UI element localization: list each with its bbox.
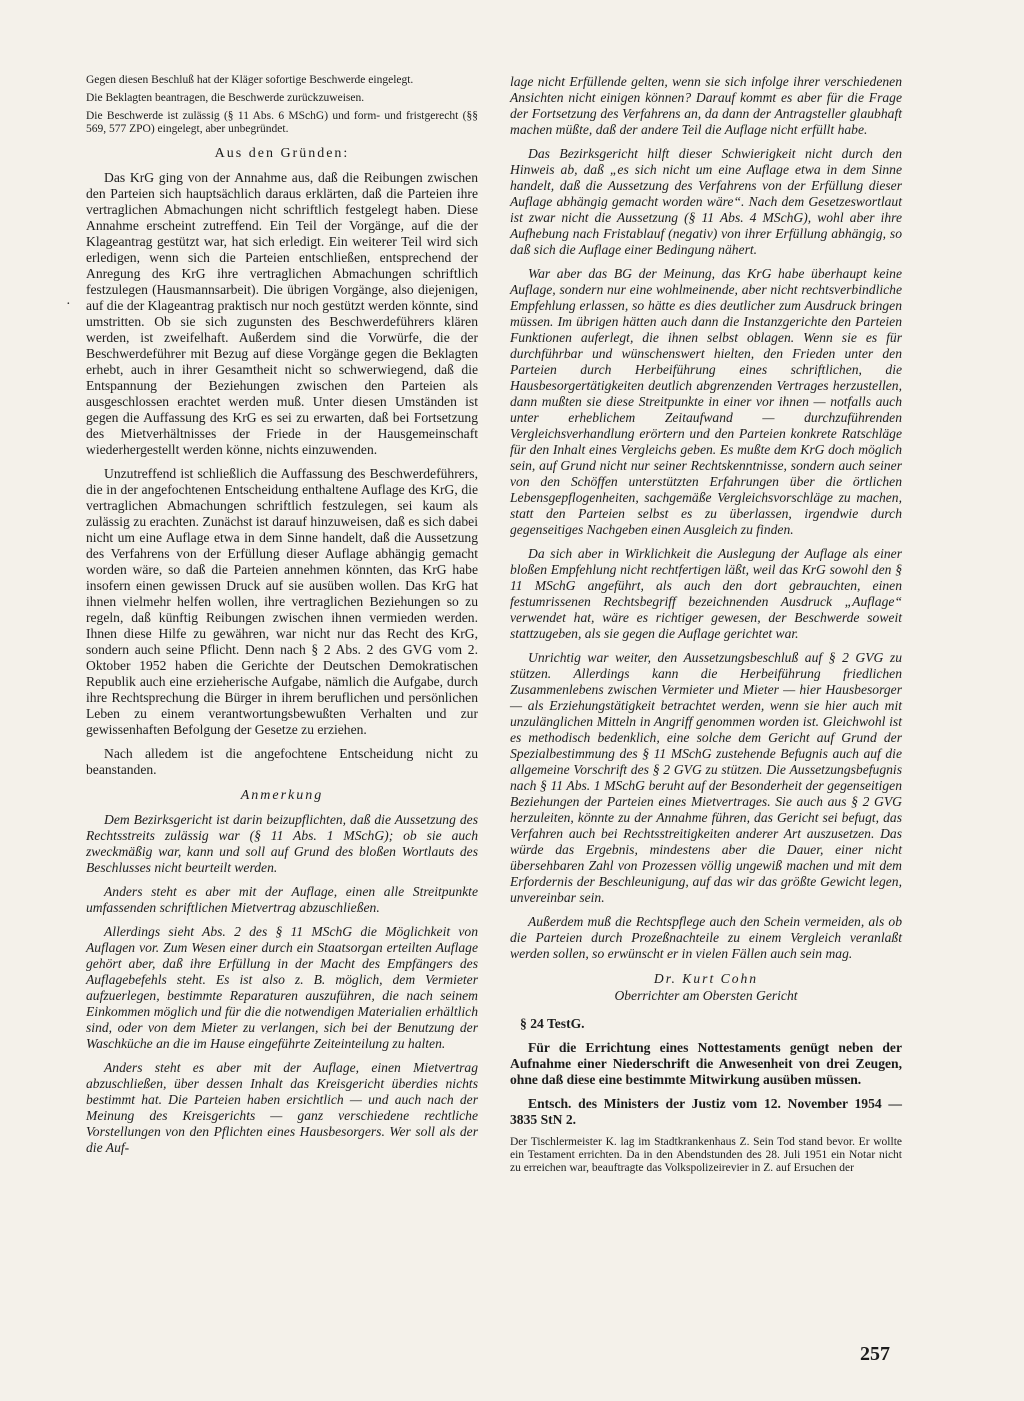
author-title: Oberrichter am Obersten Gericht [614,988,798,1003]
note-paragraph-8: Unrichtig war weiter, den Aussetzungsbeschluß auf § 2 GVG zu stützen. Allerdings kann die Herbeiführung friedlichen Zusammenlebens zwischen Vermieter und Mieter — hier Hausbesorger — als Erziehungstätigkeit betrachtet werden, wenn sie hier auch mit unzulänglichen Mitteln in Angriff genommen worden ist. Gleichwohl ist es methodisch bedenklich, eine solche dem Gericht auf Grund der Spezialbestimmung des § 11 MSchG zustehende Befugnis auch auf die allgemeine Vorschrift des § 2 GVG zu stützen. Die Aussetzungsbefugnis nach § 11 Abs. 1 MSchG beruht auf der Besonderheit der gegenseitigen Beziehungen der Parteien eines Mietvertrages. Sie auch aus § 2 GVG herzuleiten, könnte zu der Annahme führen, das Gericht sei befugt, das Verfahren auch bei Rechtsstreitigkeiten anderer Art auszusetzen. Das würde das Ergebnis, mindestens aber die Dauer, einer nicht übersehbaren Zahl von Prozessen völlig ungewiß machen und mit dem Erfordernis der Beschleunigung, auf das wir das größte Gewicht legen, unvereinbar sein. [510,650,902,905]
reasons-paragraph-2: Unzutreffend ist schließlich die Auffassung des Beschwerdeführers, die in der angefochtenen Entscheidung enthaltene Auflage des KrG, die vertraglichen Abmachungen schriftlich festzulegen, sei kaum als zulässig zu erachten. Zunächst ist darauf hinzuweisen, daß es sich dabei nicht um eine Auflage etwa in dem Sinne handelt, daß die Aussetzung des Verfahrens von der Erfüllung dieser Auflage abhängig gemacht worden wäre, so daß die Parteien annehmen könnten, das KrG habe insofern einen gewissen Druck auf sie ausüben wollen. Das KrG hat ihnen vielmehr helfen wollen, ihre vertraglichen Beziehungen so zu regeln, daß künftig Reibungen zwischen ihnen vermieden werden. Ihnen diese Hilfe zu gewähren, war nicht nur das Recht des KrG, sondern auch seine Pflicht. Denn nach § 2 Abs. 2 des GVG vom 2. Oktober 1952 haben die Gerichte der Deutschen Demokratischen Republik auch eine erzieherische Aufgabe, nämlich die Aufgabe, durch ihre Rechtsprechung die Bürger in ihrem beruflichen und persönlichen Leben zu einem verantwortungsbewußten Verhalten und zur gewissenhaften Befolgung der Gesetze zu erziehen. [86,466,478,737]
page-number: 257 [860,1343,890,1365]
decision-citation: Entsch. des Ministers der Justiz vom 12. November 1954 — 3835 StN 2. [510,1096,902,1127]
section-heading-gruende: Aus den Gründen: [214,146,350,161]
law-reference: § 24 TestG. [520,1016,585,1031]
note-paragraph-2: Anders steht es aber mit der Auflage, einen alle Streitpunkte umfassenden schriftlichen Mietvertrag abzuschließen. [86,884,478,915]
margin-mark: · [66,297,71,312]
reasons-paragraph-3: Nach alledem ist die angefochtene Entscheidung nicht zu beanstanden. [86,746,478,777]
intro-text-2: Die Beklagten beantragen, die Beschwerde zurückzuweisen. [86,92,365,104]
author-name: Dr. Kurt Cohn [653,971,759,986]
note-paragraph-7: Da sich aber in Wirklichkeit die Auslegung der Auflage als einer bloßen Empfehlung nicht rechtfertigen läßt, weil das KrG sowohl den § 11 MSchG angeführt, als auch den dort gebrauchten, einen festumrissenen Rechtsbegriff bezeichnenden Ausdruck „Auflage“ verwendet hat, wäre es richtiger gewesen, der Beschwerde soweit stattzugeben, als sie gegen die Auflage gerichtet war. [510,546,902,641]
facts-text: Der Tischlermeister K. lag im Stadtkrankenhaus Z. Sein Tod stand bevor. Er wollte ein Testament errichten. Da in den Abendstunden des 28. Juli 1951 ein Notar nicht zu erreichen war, beauftragte das Volkspolizeirevier in Z. auf Ersuchen der [510,1136,902,1174]
note-paragraph-6: War aber das BG der Meinung, das KrG habe überhaupt keine Auflage, sondern nur eine wohlmeinende, aber nicht rechtsverbindliche Empfehlung erlassen, so hätte es dies deutlicher zum Ausdruck bringen müssen. Im übrigen hätten auch dann die Instanzgerichte den Parteien Funktionen auferlegt, die ihnen selbst oblagen. Wenn sie es für durchführbar und wünschenswert hielten, den Frieden unter den Parteien durch Herbeiführung eines schriftlichen, die Hausbesorgertätigkeiten deutlich abgrenzenden Vertrages herzustellen, dann mußten sie diese Streitpunkte in einer vor ihnen — notfalls auch unter erheblichem Zeitaufwand — durchzuführenden Vergleichsverhandlung erörtern und den Parteien konkrete Ratschläge für den Inhalt eines Vergleichs geben. Es mußte dem KrG doch möglich sein, auf Grund nicht nur seiner Rechtskenntnisse, sondern auch seiner von den Schöffen unterstützten Erfahrungen über die örtlichen Lebensgepflogenheiten, sachgemäße Vergleichsvorschläge zu machen, statt den Parteien selbst es zu überlassen, irgendwie durch gegenseitiges Nachgeben einen Ausgleich zu finden. [510,266,902,537]
section-heading-anmerkung: Anmerkung [240,788,324,803]
note-paragraph-9: Außerdem muß die Rechtspflege auch den Schein vermeiden, als ob die Parteien durch Prozeßnachteile zu einem Vergleich veranlaßt werden sollen, so erwünscht er in vielen Fällen auch sein mag. [510,914,902,961]
intro-text-3: Die Beschwerde ist zulässig (§ 11 Abs. 6 MSchG) und form- und fristgerecht (§§ 569, 577 ZPO) eingelegt, aber unbegründet. [86,110,478,135]
headnote: Für die Errichtung eines Nottestaments genügt neben der Aufnahme einer Niederschrift die Anwesenheit von drei Zeugen, ohne daß diese eine bestimmte Mitwirkung ausüben müssen. [510,1040,902,1087]
reasons-paragraph-1: Das KrG ging von der Annahme aus, daß die Reibungen zwischen den Parteien sich hauptsächlich daraus erklärten, daß die Parteien ihre vertraglichen Abmachungen nicht schriftlich festgelegt haben. Diese Annahme erscheint zutreffend. Ein Teil der Vorgänge, auf die der Klageantrag gestützt war, hat sich erledigt. Ein weiterer Teil wird sich erledigen, wenn sich die Parteien entschließen, entsprechend der Anregung des KrG ihre vertraglichen Abmachungen schriftlich festzulegen (Hausmannsarbeit). Die übrigen Vorgänge, also diejenigen, auf die der Klageantrag praktisch nur noch gestützt werden könnte, sind umstritten. Ob sie sich zugunsten des Beschwerdeführers klären werden, ist zweifelhaft. Außerdem sind die Vorwürfe, die der Beschwerdeführer mit Bezug auf diese Vorgänge gegen die Beklagten erhebt, auch in ihrer Gesamtheit nicht so schwerwiegend, daß die Entspannung der Beziehungen zwischen den Parteien als ausgeschlossen erachtet werden muß. Unter diesen Umständen ist gegen die Auffassung des KrG es sei zu erwarten, daß bei Fortsetzung des Mietverhältnisses der Friede in der Hausgemeinschaft wiederhergestellt werden könne, nichts einzuwenden. [86,170,478,457]
signature-block [510,970,902,1004]
note-paragraph-1: Dem Bezirksgericht ist darin beizupflichten, daß die Aussetzung des Rechtsstreits zulässig war (§ 11 Abs. 1 MSchG); ob sie auch zweckmäßig war, kann und soll auf Grund des bloßen Wortlauts des Beschlusses nicht beurteilt werden. [86,812,478,875]
intro-text-1: Gegen diesen Beschluß hat der Kläger sofortige Beschwerde eingelegt. [86,74,414,86]
note-paragraph-5: Das Bezirksgericht hilft dieser Schwierigkeit nicht durch den Hinweis ab, daß „es sich nicht um eine Auflage etwa in dem Sinne handelt, daß die Aussetzung des Verfahrens von der Erfüllung dieser Auflage abhängig gemacht worden wäre“. Nach dem Gesetzeswortlaut ist zwar nicht die Aussetzung (§ 11 Abs. 4 MSchG), wohl aber ihre Aufhebung nach Fristablauf (negativ) von ihrer Erfüllung abhängig, so daß sich die Auflage einer Bedingung nähert. [510,146,902,257]
note-paragraph-3: Allerdings sieht Abs. 2 des § 11 MSchG die Möglichkeit von Auflagen vor. Zum Wesen einer durch ein Staatsorgan erteilten Auflage gehört aber, daß ihre Erfüllung in der Macht des Empfängers des Auflagebefehls steht. Es ist also z. B. möglich, dem Vermieter aufzuerlegen, bestimmte Reparaturen auszuführen, die nach seinem Einkommen möglich und für die die notwendigen Materialien erhältlich sind, oder von dem Mieter zu verlangen, sich bei der Benutzung der Waschküche an die im Hause eingeführte Zeiteinteilung zu halten. [86,924,478,1051]
note-paragraph-4: Anders steht es aber mit der Auflage, einen Mietvertrag abzuschließen, über dessen Inhalt das Kreisgericht überdies nichts bestimmt hat. Die Parteien haben ersichtlich — und auch nach der Meinung des Kreisgerichts — ganz verschiedene rechtliche Vorstellungen von den Pflichten eines Hausbesorgers. Wer soll als der die Auf- [86,1060,478,1155]
right-column [510,74,902,1180]
left-column [86,74,478,1164]
note-continued-paragraph: lage nicht Erfüllende gelten, wenn sie sich infolge ihrer verschiedenen Ansichten nicht einigen können? Darauf kommt es aber für die Frage der Fortsetzung des Verfahrens an, da dann der Antragsteller glaubhaft machen müßte, daß der andere Teil die Auflage nicht erfüllt habe. [510,74,902,137]
